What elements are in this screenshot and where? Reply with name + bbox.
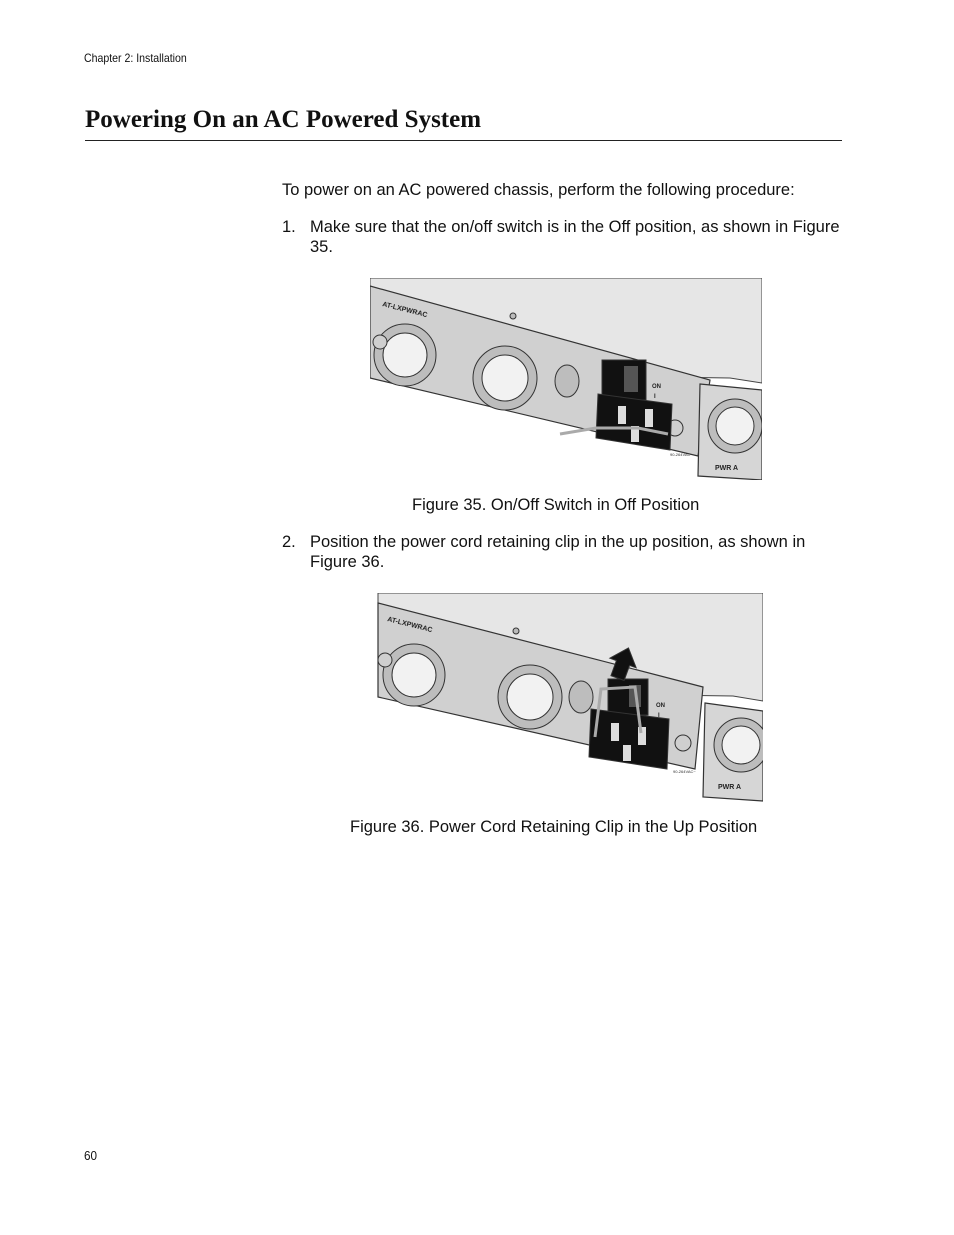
- step-2-number: 2.: [282, 533, 296, 551]
- figure-35-rating-label: 90-264VAC~: [670, 452, 693, 457]
- section-title: Powering On an AC Powered System: [85, 106, 482, 133]
- figure-35-switch-mark: I: [654, 394, 656, 400]
- step-1-number: 1.: [282, 218, 296, 236]
- figure-35-caption: Figure 35. On/Off Switch in Off Position: [412, 496, 700, 514]
- figure-36-switch-mark: I: [658, 713, 660, 719]
- running-header: Chapter 2: Installation: [84, 51, 187, 65]
- figure-36-rating-label: 90-264VAC~: [673, 769, 696, 774]
- figure-36-slot-label: PWR A: [718, 784, 742, 791]
- intro-paragraph: To power on an AC powered chassis, perform the following procedure:: [282, 181, 795, 199]
- figure-35-slot-label: PWR A: [715, 465, 739, 472]
- figure-35-switch-label: ON: [652, 384, 661, 390]
- page-number: 60: [84, 1148, 98, 1163]
- step-1-text: Make sure that the on/off switch is in the Off position, as shown in Figure 35.: [310, 218, 840, 256]
- step-2-text: Position the power cord retaining clip in the up position, as shown in Figure 36.: [310, 533, 806, 571]
- step-1: [282, 217, 842, 257]
- title-rule: [85, 140, 842, 141]
- step-2: [282, 532, 842, 572]
- figure-36-switch-label: ON: [656, 703, 665, 709]
- figure-35-illustration: [370, 278, 762, 480]
- figure-36-caption: Figure 36. Power Cord Retaining Clip in the Up Position: [350, 818, 758, 836]
- figure-36-module-label: AT-LXPWRAC: [386, 616, 433, 635]
- figure-35-module-label: AT-LXPWRAC: [381, 301, 428, 320]
- figure-36-illustration: [373, 593, 763, 803]
